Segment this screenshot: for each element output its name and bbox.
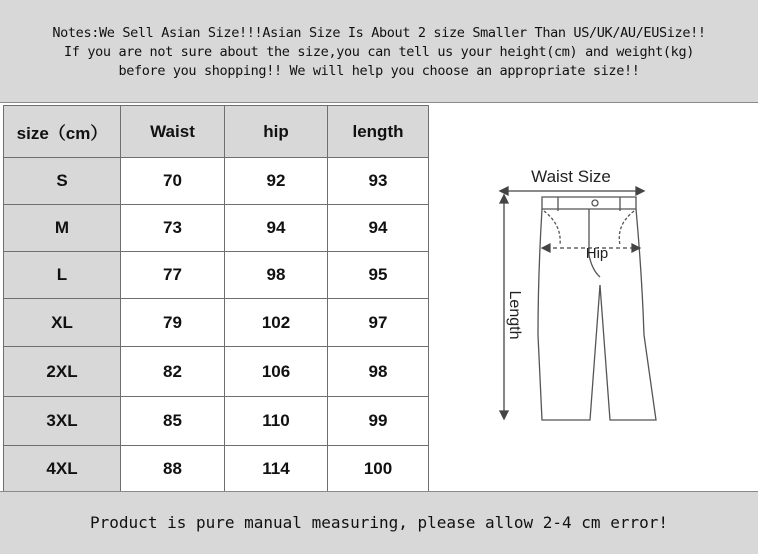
waist-cell: 88 — [121, 446, 225, 492]
length-cell: 94 — [328, 205, 429, 252]
notes-line-2: If you are not sure about the size,you can tell us your height(cm) and weight(kg) — [64, 44, 694, 60]
length-cell: 95 — [328, 252, 429, 299]
waist-cell: 77 — [121, 252, 225, 299]
table-row — [4, 446, 429, 492]
length-label: Length — [506, 290, 523, 340]
size-cell: L — [4, 252, 121, 299]
hip-label: Hip — [585, 245, 609, 262]
table-row — [4, 397, 429, 446]
length-cell: 97 — [328, 299, 429, 347]
waist-cell: 82 — [121, 347, 225, 397]
pants-outline — [538, 197, 656, 420]
table-row — [4, 252, 429, 299]
length-cell: 99 — [328, 397, 429, 446]
length-cell: 98 — [328, 347, 429, 397]
length-cell: 100 — [328, 446, 429, 492]
table-row — [4, 205, 429, 252]
notes-banner — [0, 0, 758, 103]
hip-cell: 92 — [225, 158, 328, 205]
header-size: size（cm） — [4, 106, 121, 158]
waist-arrow — [500, 187, 644, 195]
waist-cell: 70 — [121, 158, 225, 205]
waist-cell: 85 — [121, 397, 225, 446]
size-cell: 4XL — [4, 446, 121, 492]
size-cell: 2XL — [4, 347, 121, 397]
hip-cell: 106 — [225, 347, 328, 397]
pants-illustration — [430, 105, 758, 491]
length-cell: 93 — [328, 158, 429, 205]
table-row — [4, 347, 429, 397]
hip-cell: 102 — [225, 299, 328, 347]
table-row — [4, 158, 429, 205]
header-waist: Waist — [121, 106, 225, 158]
size-cell: M — [4, 205, 121, 252]
hip-cell: 94 — [225, 205, 328, 252]
notes-line-3: before you shopping!! We will help you choose an appropriate size!! — [118, 63, 640, 79]
size-chart-table — [3, 105, 429, 492]
waist-size-label: Waist Size — [531, 167, 611, 186]
size-cell: S — [4, 158, 121, 205]
hip-cell: 98 — [225, 252, 328, 299]
waist-cell: 79 — [121, 299, 225, 347]
measurement-disclaimer: Product is pure manual measuring, please allow 2-4 cm error! — [0, 491, 758, 554]
waist-cell: 73 — [121, 205, 225, 252]
hip-cell: 114 — [225, 446, 328, 492]
size-cell: XL — [4, 299, 121, 347]
size-cell: 3XL — [4, 397, 121, 446]
hip-cell: 110 — [225, 397, 328, 446]
notes-line-1: Notes:We Sell Asian Size!!!Asian Size Is About 2 size Smaller Than US/UK/AU/EUSize!! — [52, 25, 706, 41]
table-header-row — [4, 106, 429, 158]
pants-measurement-diagram — [430, 105, 758, 491]
header-length: length — [328, 106, 429, 158]
table-row — [4, 299, 429, 347]
header-hip: hip — [225, 106, 328, 158]
